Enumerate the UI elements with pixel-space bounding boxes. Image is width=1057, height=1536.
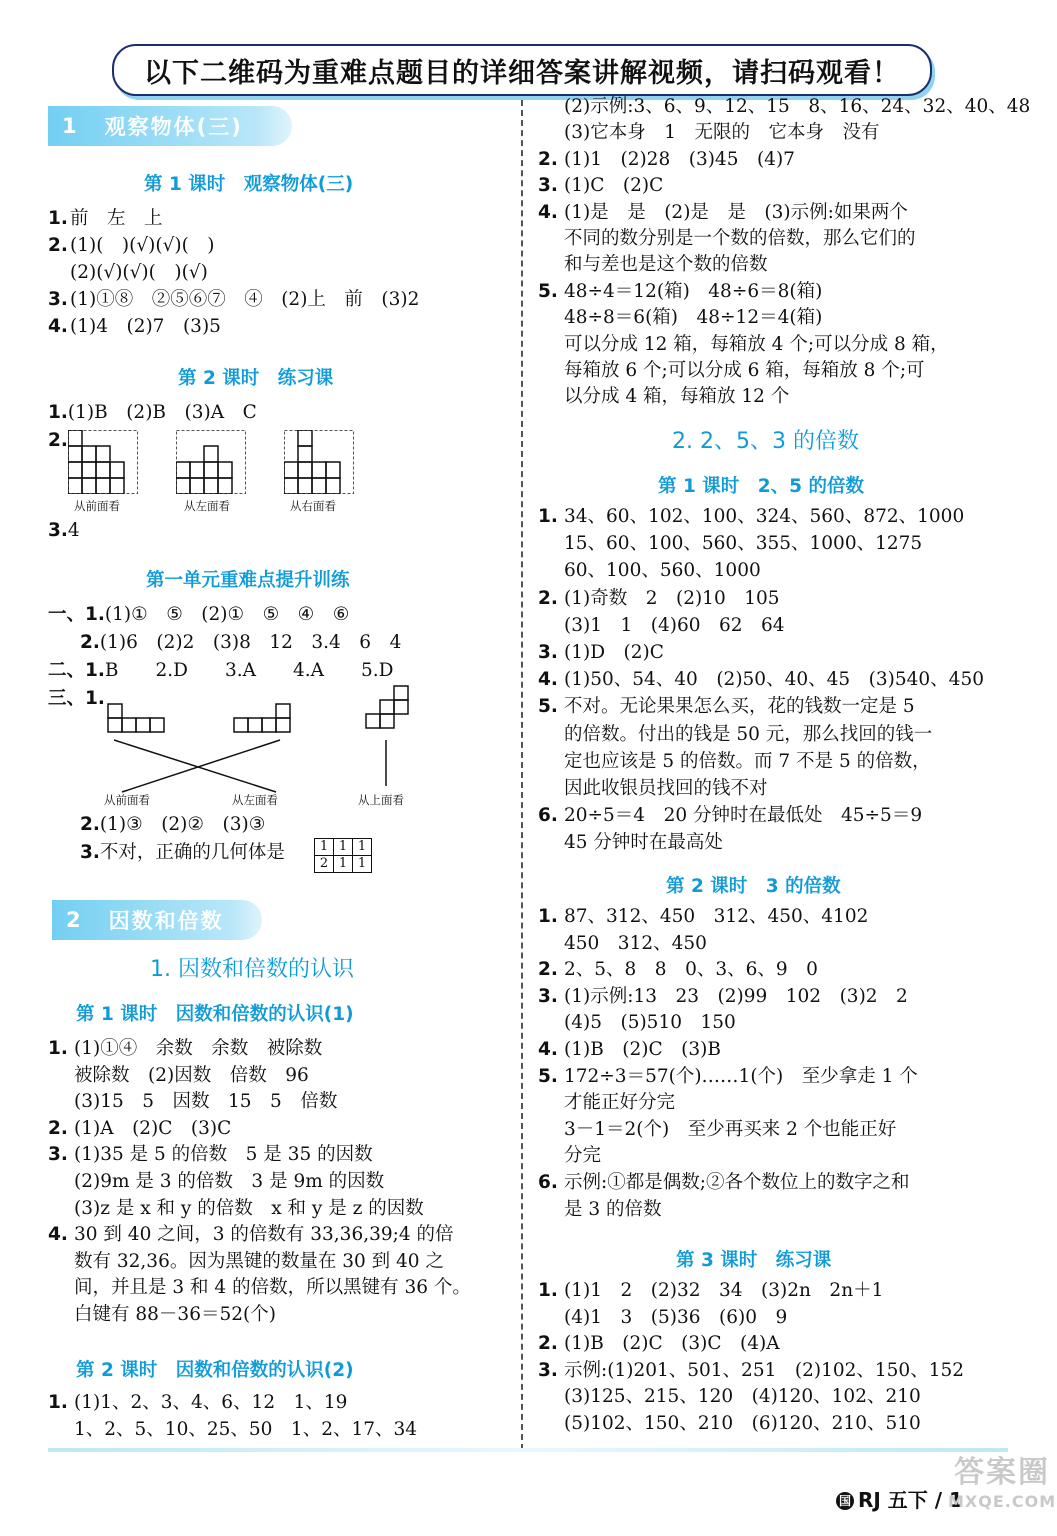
answer-line [48, 1249, 444, 1275]
answer-text: 20÷5＝4 20 分钟时在最低处 45÷5＝9 [564, 805, 923, 827]
question-number: 3. [538, 642, 558, 663]
answer-line [48, 206, 163, 232]
answer-line [48, 314, 221, 340]
answer-text: 才能正好分完 [564, 1092, 676, 1114]
answer-line [538, 694, 915, 720]
answer-line [538, 226, 916, 252]
answer-text: 15、60、100、560、355、1000、1275 [564, 533, 923, 555]
question-number: 5. [538, 696, 558, 718]
answer-text: 87、312、450 312、450、4102 [564, 906, 869, 927]
answer-line: 2.(1)6 (2)2 (3)8 12 3.4 6 4 [80, 632, 402, 653]
answer-line [538, 279, 822, 305]
publisher-seal-icon: 国 [836, 1492, 854, 1510]
answer-text: 分完 [564, 1145, 602, 1167]
answer-line [538, 1358, 964, 1384]
answer-text: (1)4 (2)7 (3)5 [70, 316, 221, 337]
answer-line: 2. [48, 430, 68, 451]
view-grid-left [176, 430, 246, 494]
answer-text: (1)B (2)C (3)C (4)A [564, 1333, 780, 1355]
unit-1-banner [48, 106, 292, 146]
answer-line [538, 1305, 787, 1331]
answer-text: 每箱放 6 个;可以分成 6 箱，每箱放 8 个;可 [564, 360, 925, 381]
question-number: 2. [538, 1333, 558, 1355]
section-title: 2. 2、5、3 的倍数 [672, 429, 859, 454]
answer-line [48, 1116, 231, 1142]
column-divider [521, 100, 523, 1450]
answer-line [538, 640, 664, 666]
answer-line [538, 1197, 662, 1223]
question-number: 4. [538, 1039, 558, 1060]
answer-text: (1)35 是 5 的倍数 5 是 35 的因数 [74, 1144, 373, 1166]
answer-line: 三、1. [48, 688, 105, 709]
answer-text: (1)A (2)C (3)C [74, 1117, 232, 1139]
answer-text: (3)z 是 x 和 y 的倍数 x 和 y 是 z 的因数 [74, 1197, 424, 1219]
question-number: 3. [538, 175, 558, 197]
answer-line [538, 1010, 736, 1036]
lesson-title: 第 1 课时 因数和倍数的认识(1) [76, 1004, 354, 1025]
answer-text: 2、5、8 8 0、3、6、9 0 [564, 959, 818, 981]
answer-line [48, 1169, 384, 1195]
answer-text: 3－1＝2(个) 至少再买来 2 个也能正好 [564, 1118, 897, 1140]
answer-text: (1)50、54、40 (2)50、40、45 (3)540、450 [564, 669, 984, 691]
question-number: 2. [538, 587, 558, 609]
answer-text: 48÷4＝12(箱) 48÷6＝8(箱) [564, 280, 823, 302]
view-caption: 从左面看 [184, 499, 230, 513]
answer-line [538, 830, 723, 856]
answer-text: (5)102、150、210 (6)120、210、510 [564, 1413, 921, 1434]
answer-text: (1)D (2)C [564, 642, 664, 663]
answer-line: 一、1.(1)① ⑤ (2)① ⑤ ④ ⑥ [48, 604, 350, 625]
answer-text: 172÷3＝57(个)……1(个) 至少拿走 1 个 [564, 1065, 918, 1087]
question-number: 1. [538, 506, 558, 527]
section-title: 1. 因数和倍数的认识 [150, 957, 354, 982]
answer-line [48, 1036, 322, 1062]
answer-line [538, 984, 908, 1010]
answer-line [48, 1063, 309, 1089]
lesson-title: 第 1 课时 2、5 的倍数 [658, 476, 864, 497]
bottom-rule [48, 1448, 1008, 1452]
banner-text: 以下二维码为重难点题目的详细答案讲解视频，请扫码观看！ [144, 57, 900, 89]
question-number: 4. [48, 1224, 68, 1246]
question-number: 1. [48, 1392, 68, 1413]
answer-line [538, 120, 879, 146]
answer-line [538, 1064, 918, 1090]
answer-line [538, 1090, 675, 1116]
answer-line: 3.不对，正确的几何体是 [80, 842, 285, 863]
answer-text: 间，并且是 3 和 4 的倍数，所以黑键有 36 个。 [74, 1277, 471, 1299]
answer-line [538, 94, 1030, 120]
answer-text: (2)9m 是 3 的倍数 3 是 9m 的因数 [74, 1171, 385, 1192]
answer-text: (1)示例:13 23 (2)99 102 (3)2 2 [564, 985, 908, 1007]
answer-text: 被除数 (2)因数 倍数 96 [74, 1064, 309, 1086]
answer-line [48, 1390, 347, 1416]
question-number: 1. [538, 1280, 558, 1301]
answer-text: 不同的数分别是一个数的倍数，那么它们的 [564, 228, 916, 249]
unit-number: 2 [66, 908, 83, 932]
view-caption: 从前面看 [74, 499, 120, 513]
answer-line: 2.(1)③ (2)② (3)③ [80, 814, 266, 835]
answer-line [538, 1384, 921, 1410]
answer-line [48, 233, 215, 259]
lesson-title: 第 2 课时 3 的倍数 [666, 876, 841, 897]
answer-line [538, 305, 822, 331]
answer-text: (1)①④ 余数 余数 被除数 [74, 1038, 323, 1059]
answer-text: (4)5 (5)510 150 [564, 1012, 736, 1034]
answer-text: 34、60、102、100、324、560、872、1000 [564, 506, 965, 527]
answer-line [48, 1196, 424, 1222]
answer-line [538, 531, 922, 557]
answer-text: 30 到 40 之间，3 的倍数有 33,36,39;4 的倍 [74, 1224, 454, 1246]
answer-text: (1)①⑧ ②⑤⑥⑦ ④ (2)上 前 (3)2 [70, 289, 420, 310]
lesson-title: 第 3 课时 练习课 [676, 1250, 832, 1271]
question-number: 5. [538, 1065, 558, 1087]
question-number: 2. [48, 1117, 68, 1139]
answer-line [538, 667, 984, 693]
question-number: 3. [48, 1144, 68, 1166]
unit-title: 因数和倍数 [108, 909, 224, 933]
answer-line [538, 558, 761, 584]
answer-text: 48÷8＝6(箱) 48÷12＝4(箱) [564, 307, 823, 329]
view-caption: 从上面看 [358, 793, 404, 807]
answer-text: 60、100、560、1000 [564, 560, 761, 582]
answer-line [538, 332, 949, 358]
answer-text: 以分成 4 箱，每箱放 12 个 [564, 386, 790, 408]
answer-text: (1)是 是 (2)是 是 (3)示例:如果两个 [564, 201, 908, 223]
question-number: 3. [538, 985, 558, 1007]
question-number: 6. [538, 805, 558, 827]
answer-text: 的倍数。付出的钱是 50 元，那么找回的钱一 [564, 723, 933, 745]
answer-text: 和与差也是这个数的倍数 [564, 254, 768, 276]
top-banner [112, 44, 932, 96]
answer-text: (3)它本身 1 无限的 它本身 没有 [564, 122, 880, 144]
answer-text: (2)(√)(√)( )(√) [70, 262, 208, 283]
answer-line [48, 1417, 417, 1443]
answer-line [538, 776, 768, 802]
unit-number: 1 [62, 114, 79, 138]
answer-text: 白键有 88－36＝52(个) [74, 1304, 276, 1325]
answer-text: (1)( )(√)(√)( ) [70, 235, 215, 256]
answer-line [538, 504, 964, 530]
answer-line [538, 1331, 780, 1357]
answer-line [538, 749, 931, 775]
answer-line [538, 200, 908, 226]
question-number: 5. [538, 280, 558, 302]
view-caption: 从左面看 [232, 793, 278, 807]
page-footer [836, 1484, 963, 1513]
answer-text: 示例:①都是偶数;②各个数位上的数字之和 [564, 1172, 910, 1193]
lesson-title: 第 1 课时 观察物体(三) [144, 174, 354, 195]
answer-line [538, 1278, 883, 1304]
top-view-count-grid: 1 1 1 2 1 1 [314, 838, 372, 873]
review-title: 第一单元重难点提升训练 [146, 570, 350, 591]
answer-line [538, 173, 663, 199]
answer-text: (1)C (2)C [564, 175, 664, 197]
question-number: 3. [48, 289, 68, 310]
question-number: 3. [538, 1359, 558, 1381]
answer-line [538, 722, 932, 748]
answer-text: (4)1 3 (5)36 (6)0 9 [564, 1306, 788, 1328]
unit-2-banner [52, 900, 262, 940]
answer-line [538, 931, 707, 957]
answer-text: (2)示例:3、6、9、12、15 8、16、24、32、40、48 [564, 96, 1031, 117]
answer-line [538, 586, 780, 612]
answer-line [48, 1222, 454, 1248]
answer-line [48, 1089, 337, 1115]
answer-line [538, 252, 768, 278]
answer-text: 不对。无论果果怎么买，花的钱数一定是 5 [564, 696, 915, 718]
answer-text: (1)1、2、3、4、6、12 1、19 [74, 1392, 348, 1413]
answer-line [538, 1117, 896, 1143]
answer-text: (3)1 1 (4)60 62 64 [564, 614, 785, 636]
answer-text: 可以分成 12 箱，每箱放 4 个;可以分成 8 箱， [564, 333, 949, 355]
answer-line [48, 1275, 471, 1301]
answer-line [538, 147, 795, 173]
answer-line [48, 260, 208, 286]
answer-line [48, 287, 419, 313]
answer-text: 前 左 上 [70, 208, 163, 229]
answer-text: 450 312、450 [564, 932, 707, 954]
answer-line [538, 904, 868, 930]
question-number: 4. [48, 316, 68, 337]
view-caption: 从前面看 [104, 793, 150, 807]
answer-text: 示例:(1)201、501、251 (2)102、150、152 [564, 1359, 965, 1381]
answer-line: 二、1.B 2.D 3.A 4.A 5.D [48, 660, 394, 681]
answer-line [48, 1142, 373, 1168]
question-number: 2. [538, 148, 558, 170]
answer-text: 是 3 的倍数 [564, 1198, 662, 1220]
answer-text: 1、2、5、10、25、50 1、2、17、34 [74, 1419, 418, 1440]
answer-text: (1)奇数 2 (2)10 105 [564, 587, 780, 609]
answer-line: 1.(1)B (2)B (3)A C [48, 402, 257, 423]
question-number: 2. [538, 959, 558, 981]
question-number: 1. [48, 1038, 68, 1059]
answer-line [538, 803, 922, 829]
question-number: 1. [538, 906, 558, 927]
answer-text: (1)1 2 (2)32 34 (3)2n 2n＋1 [564, 1280, 884, 1301]
answer-line [538, 1170, 909, 1196]
question-number: 1. [48, 208, 68, 229]
answer-line [538, 1411, 921, 1437]
view-grid-front [68, 430, 138, 494]
answer-text: (3)15 5 因数 15 5 倍数 [74, 1091, 338, 1113]
answer-line [48, 1302, 276, 1328]
answer-line [538, 384, 789, 410]
lesson-title: 第 2 课时 练习课 [178, 368, 334, 389]
view-grid-right [284, 430, 354, 494]
answer-line [538, 1037, 721, 1063]
question-number: 6. [538, 1172, 558, 1193]
view-caption: 从右面看 [290, 499, 336, 513]
answer-text: 定也应该是 5 的倍数。而 7 不是 5 的倍数， [564, 750, 931, 772]
answer-text: (3)125、215、120 (4)120、102、210 [564, 1386, 921, 1408]
watermark: 答案圈 MXQE.COM [948, 1455, 1057, 1511]
answer-line [538, 358, 925, 384]
lesson-title: 第 2 课时 因数和倍数的认识(2) [76, 1360, 354, 1381]
answer-text: 45 分钟时在最高处 [564, 832, 723, 854]
answer-line: 3.4 [48, 520, 80, 541]
answer-text: 因此收银员找回的钱不对 [564, 778, 768, 799]
footer-text: RJ 五下 / 1 [858, 1488, 963, 1512]
question-number: 4. [538, 201, 558, 223]
answer-line [538, 1143, 601, 1169]
answer-line [538, 613, 785, 639]
question-number: 2. [48, 235, 68, 256]
unit-title: 观察物体(三) [104, 115, 243, 139]
answer-text: (1)1 (2)28 (3)45 (4)7 [564, 148, 795, 170]
answer-line [538, 957, 818, 983]
question-number: 4. [538, 669, 558, 691]
answer-text: (1)B (2)C (3)B [564, 1039, 721, 1060]
answer-text: 数有 32,36。因为黑键的数量在 30 到 40 之 [74, 1250, 444, 1272]
